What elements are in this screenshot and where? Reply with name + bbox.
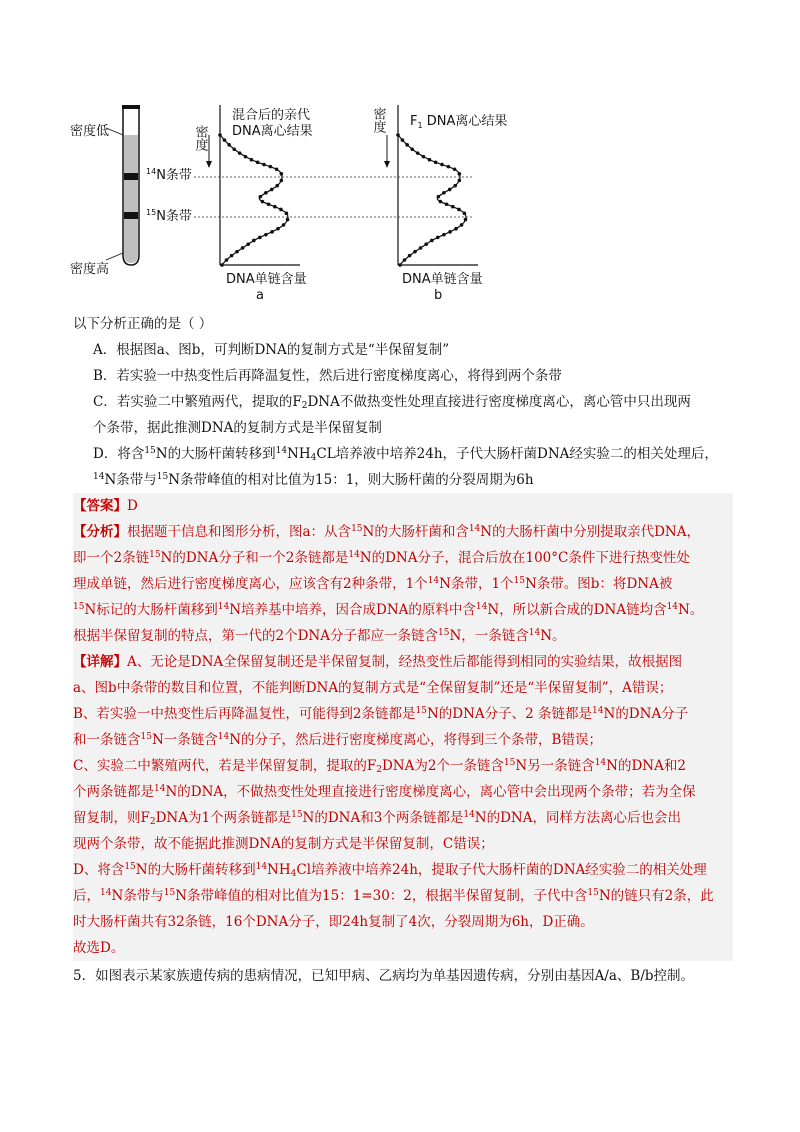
curve-point <box>252 239 256 243</box>
detail-line-2: a、图b中条带的数目和位置，不能判断DNA的复制方式是“全保留复制”还是“半保留复制”，A错误； <box>73 680 673 696</box>
curve-point <box>445 202 449 206</box>
curve-point <box>258 236 262 240</box>
n15-band-label: $^{15}$N条带 <box>146 208 192 224</box>
graph-b-title: $F_1$ DNA离心结果 <box>410 114 508 130</box>
n14-band <box>124 173 138 180</box>
graph-a <box>193 105 313 303</box>
curve-point <box>267 202 271 206</box>
curve-point <box>269 165 273 169</box>
detail-line-4: 和一条链含$^{15}$N一条链含$^{14}$N的分子，然后进行密度梯度离心，将得到三个条带，B错误； <box>73 732 602 748</box>
curve-point <box>428 158 432 162</box>
dna-centrifuge-figure <box>60 95 520 310</box>
curve-point <box>457 208 461 212</box>
curve-point <box>453 167 457 171</box>
curve-point <box>401 138 405 142</box>
curve-point <box>270 230 274 234</box>
curve-point <box>275 167 279 171</box>
curve-point <box>408 254 412 258</box>
curve-point <box>275 184 279 188</box>
curve-point <box>262 163 266 167</box>
curve-point <box>250 158 254 162</box>
curve-point <box>448 230 452 234</box>
curve-point <box>458 172 462 176</box>
detail-line-9: D、将含$^{15}$N的大肠杆菌转移到$^{14}NH_4Cl$培养液中培养24h，提取子代大肠杆菌的DNA经实验二的相关处理 <box>73 862 707 879</box>
option-c-line2: 个条带，据此推测DNA的复制方式是半保留复制 <box>93 420 382 436</box>
curve-point <box>458 179 462 183</box>
density-high-label: 密度高 <box>70 262 110 277</box>
graph-b <box>371 105 508 303</box>
curve-point <box>273 205 277 209</box>
graph-a-caption: a <box>256 288 264 303</box>
analysis-line-4: $^{15}$N标记的大肠杆菌移到$^{14}$N培养基中培养，因合成DNA的原料中含$^{14}$N，所以新合成的DNA链均含$^{14}$N。 <box>73 602 704 618</box>
curve-point <box>424 242 428 246</box>
curve-point <box>451 205 455 209</box>
curve-point <box>447 165 451 169</box>
curve-point <box>241 246 245 250</box>
option-b: B．若实验一中热变性后再降温复性，然后进行密度梯度离心，将得到两个条带 <box>93 368 562 384</box>
detail-line-5: C、实验二中繁殖两代，若是半保留复制，提取的$F_2DNA$为2个一条链含$^{15}$N另一条链含$^{14}$N的DNA和2 <box>73 758 686 775</box>
curve-point <box>256 161 260 165</box>
graph-b-x-label: DNA单链含量 <box>402 272 483 287</box>
graph-b-caption: b <box>434 288 443 303</box>
curve-point <box>403 258 407 262</box>
curve-point <box>259 195 263 199</box>
option-d-line2: $^{14}$N条带与$^{15}$N条带峰值的相对比值为15：1，则大肠杆菌的分裂周期为6h <box>93 472 534 488</box>
detail-line-10: 后，$^{14}$N条带与$^{15}$N条带峰值的相对比值为15：1=30：2，根据半保留复制，子代中含$^{15}$N的链只有2条，此 <box>73 888 714 904</box>
detail-line-8: 现两个条带，故不能据此推测DNA的复制方式是半保留复制，C错误； <box>73 836 494 852</box>
curve-point <box>422 155 426 159</box>
curve-point <box>463 212 467 216</box>
test-tube <box>106 105 140 265</box>
curve-point <box>434 161 438 165</box>
curve-point <box>419 246 423 250</box>
curve-point <box>436 236 440 240</box>
detail-line-3: B、若实验一中热变性后再降温复性，可能得到2条链都是$^{15}$N的DNA分子、2 条链都是$^{14}$N的DNA分子 <box>73 706 689 722</box>
curve-point <box>223 138 227 142</box>
curve-point <box>416 151 420 155</box>
option-d-line1: D．将含$^{15}$N的大肠杆菌转移到$^{14}NH_4CL$培养液中培养24h，子代大肠杆菌DNA经实验二的相关处理后， <box>93 446 718 463</box>
n14-band-label: $^{14}$N条带 <box>146 167 192 183</box>
graph-a-curve <box>220 135 288 265</box>
analysis-line-2: 即一个2条链$^{15}$N的DNA分子和一个2条链都是$^{14}$N的DNA分子，混合后放在100°C条件下进行热变性处 <box>73 550 690 566</box>
curve-point <box>464 218 468 222</box>
graph-b-y-label: 密度 <box>370 107 386 133</box>
n15-band <box>124 212 138 219</box>
curve-point <box>286 218 290 222</box>
question-content <box>73 311 733 989</box>
density-low-label: 密度低 <box>70 124 110 139</box>
graph-a-title-1: 混合后的亲代 <box>232 108 311 123</box>
curve-point <box>279 208 283 212</box>
curve-point <box>405 143 409 147</box>
graph-a-x-label: DNA单链含量 <box>226 272 307 287</box>
curve-point <box>430 239 434 243</box>
curve-point <box>261 200 265 204</box>
detail-line-12: 故选D。 <box>73 940 125 956</box>
answer-line: 【答案】D <box>73 498 138 514</box>
curve-point <box>276 227 280 231</box>
curve-data-points <box>218 133 467 267</box>
curve-point <box>280 172 284 176</box>
question-5-stem: 5．如图表示某家族遗传病的患病情况，已知甲病、乙病均为单基因遗传病，分别由基因A/a、B/b控制。 <box>73 968 695 984</box>
analysis-line-1: 【分析】根据题干信息和图形分析，图a：从含$^{15}$N的大肠杆菌和含$^{14}$N的大肠杆菌中分别提取亲代DNA， <box>73 524 700 540</box>
question-stem: 以下分析正确的是（ ） <box>73 316 213 332</box>
curve-point <box>282 223 286 227</box>
curve-point <box>453 184 457 188</box>
analysis-line-3: 理成单链，然后进行密度梯度离心，应该含有2种条带，1个$^{14}$N条带，1个$^{15}$N条带。图b：将DNA被 <box>73 576 673 592</box>
curve-point <box>280 179 284 183</box>
curve-point <box>413 250 417 254</box>
curve-point <box>437 195 441 199</box>
curve-point <box>246 242 250 246</box>
curve-point <box>230 254 234 258</box>
answer-analysis-block <box>73 493 733 961</box>
figure-svg <box>60 95 520 310</box>
curve-point <box>454 227 458 231</box>
curve-point <box>220 263 224 267</box>
detail-line-11: 时大肠杆菌共有32条链，16个DNA分子，即24h复制了4次，分裂周期为6h，D正确。 <box>73 914 594 930</box>
curve-point <box>218 133 222 137</box>
curve-point <box>460 223 464 227</box>
curve-point <box>225 258 229 262</box>
curve-point <box>439 200 443 204</box>
curve-point <box>448 188 452 192</box>
curve-point <box>232 147 236 151</box>
graph-a-title-2: DNA离心结果 <box>232 124 313 139</box>
curve-point <box>398 263 402 267</box>
detail-line-1: 【详解】A、无论是DNA全保留复制还是半保留复制，经热变性后都能得到相同的实验结果，故根据图 <box>73 654 683 670</box>
curve-point <box>285 212 289 216</box>
curve-point <box>235 250 239 254</box>
option-a: A．根据图a、图b，可判断DNA的复制方式是“半保留复制” <box>93 342 450 358</box>
curve-point <box>238 151 242 155</box>
curve-point <box>270 188 274 192</box>
graph-b-curve <box>398 135 466 265</box>
curve-point <box>410 147 414 151</box>
curve-point <box>264 191 268 195</box>
curve-point <box>442 191 446 195</box>
option-c-line1: C．若实验二中繁殖两代，提取的$F_2DNA$不做热变性处理直接进行密度梯度离心，离心管中只出现两 <box>93 394 691 411</box>
analysis-line-5: 根据半保留复制的特点，第一代的2个DNA分子都应一条链含$^{15}$N，一条链含$^{14}$N。 <box>73 628 566 644</box>
curve-point <box>244 155 248 159</box>
curve-point <box>396 133 400 137</box>
detail-line-7: 留复制，则$F_2DNA$为1个两条链都是$^{15}$N的DNA和3个两条链都是$^{14}$N的DNA，同样方法离心后也会出 <box>73 810 681 827</box>
detail-line-6: 个两条链都是$^{14}$N的DNA，不做热变性处理直接进行密度梯度离心，离心管中会出现两个条带；若为全保 <box>73 784 696 800</box>
curve-point <box>227 143 231 147</box>
graph-a-y-label: 密度 <box>192 125 208 151</box>
curve-point <box>442 233 446 237</box>
curve-point <box>264 233 268 237</box>
curve-point <box>440 163 444 167</box>
